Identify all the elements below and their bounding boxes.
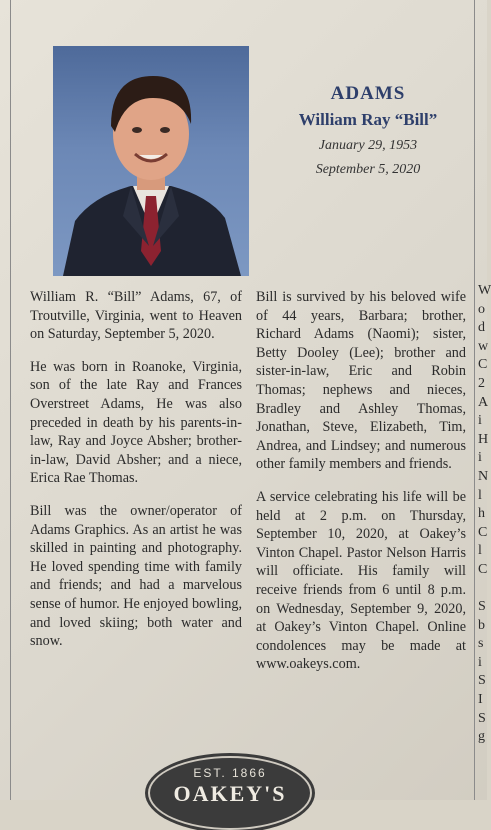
paragraph-family-history: He was born in Roanoke, Virginia, son of the late Ray and Frances Overstreet Adams, He was also preceded in death by his parents-in-law, Ray and Joyce Absher; brother-in-law, David Absher; and a niece, Erica Rae Thomas. <box>30 358 242 487</box>
edge-letter: i <box>478 413 482 429</box>
edge-letter: I <box>478 692 483 708</box>
edge-letter: N <box>478 468 489 484</box>
edge-letter: A <box>478 394 489 410</box>
edge-letter: w <box>478 338 489 354</box>
paragraph-service-details: A service celebrating his life will be held at 2 p.m. on Thursday, September 10, 2020, at Oakey’s Vinton Chapel. Pastor Nelson Harris will officiate. His family will receive friends from 6 until 8 p.m. on Wednesday, September 9, 2020, at Oakey’s Vinton Chapel. Online condolences may be made at www.oakeys.com. <box>256 488 466 673</box>
logo-established-text: EST. 1866 <box>193 766 267 780</box>
edge-letter: d <box>478 320 485 336</box>
edge-letter: o <box>478 301 485 317</box>
edge-letter: H <box>478 431 489 447</box>
portrait-photo <box>53 46 249 276</box>
edge-letter: S <box>478 599 486 615</box>
obituary-column-right <box>256 288 466 688</box>
edge-letter: 2 <box>478 375 485 391</box>
edge-letter: s <box>478 636 484 652</box>
edge-letter: i <box>478 654 482 670</box>
obituary-column-left <box>30 288 242 665</box>
edge-letter: S <box>478 673 486 689</box>
edge-letter: h <box>478 506 485 522</box>
edge-letter: l <box>478 487 482 503</box>
funeral-home-logo <box>148 756 312 830</box>
edge-letter: g <box>478 729 485 745</box>
paragraph-intro: William R. “Bill” Adams, 67, of Troutville, Virginia, went to Heaven on Saturday, September 5, 2020. <box>30 289 242 343</box>
edge-letter: W <box>478 283 491 298</box>
column-rule-right <box>474 0 475 800</box>
column-rule-left <box>10 0 11 800</box>
edge-letter <box>478 580 487 599</box>
edge-letter: C <box>478 561 488 577</box>
edge-letter: l <box>478 543 482 559</box>
death-date: September 5, 2020 <box>315 162 421 177</box>
birth-date: January 29, 1953 <box>318 138 418 153</box>
adjacent-column-fragment <box>478 282 491 747</box>
edge-letter: S <box>478 710 486 726</box>
edge-letter: i <box>478 450 482 466</box>
obituary-full-name: William Ray “Bill” <box>298 110 438 129</box>
paragraph-career-hobbies: Bill was the owner/operator of Adams Graphics. As an artist he was skilled in painting and photography. He loved spending time with family and friends; and had a marvelous sense of humor. He enjoyed bowling, and loved skiing; both water and snow. <box>30 502 242 650</box>
edge-letter: b <box>478 617 485 633</box>
logo-name-text: OAKEY'S <box>173 781 287 806</box>
edge-letter: C <box>478 357 488 373</box>
paragraph-survivors: Bill is survived by his beloved wife of 44 years, Barbara; brother, Richard Adams (Naomi); sister, Betty Dooley (Lee); brother and sister-in-law, Eric and Robin Thomas; nephews and nieces, Bradley and Ashley Thomas, Jonathan, Steve, Elizabeth, Tim, Andrea, and Lindsey; and numerous other family members and friends. <box>256 289 466 473</box>
edge-letter: C <box>478 524 488 540</box>
obituary-surname: ADAMS <box>330 83 406 104</box>
